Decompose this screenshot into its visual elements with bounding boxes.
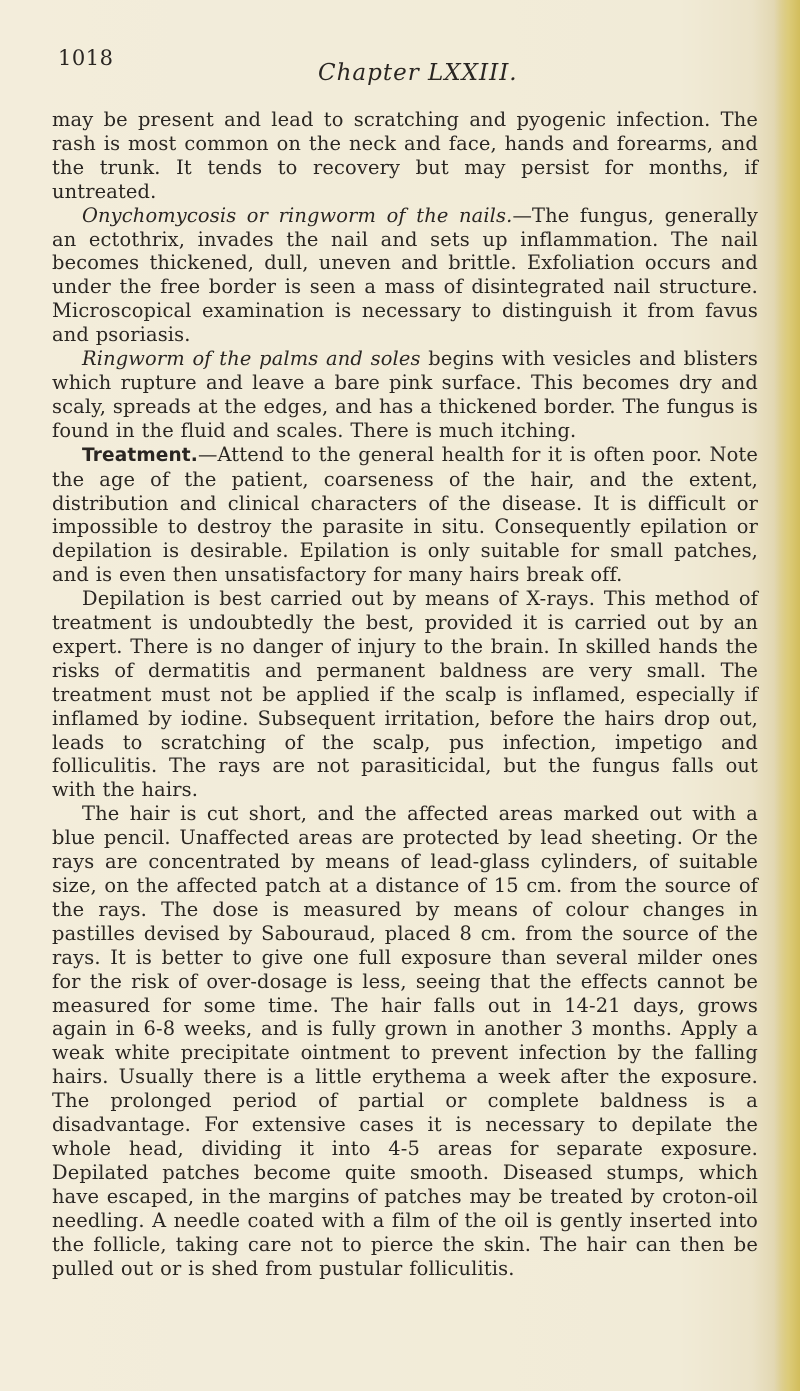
- page-edge-shadow: [774, 0, 800, 1391]
- running-head: Chapter LXXIII.: [318, 60, 518, 86]
- page-header: [0, 46, 800, 86]
- paragraph-depilation: [52, 587, 758, 802]
- paragraph-lead: Ringworm of the palms and soles: [82, 347, 421, 371]
- paragraph-treatment: [52, 443, 758, 587]
- paragraph-procedure: [52, 802, 758, 1280]
- paragraph-text: The hair is cut short, and the affected areas marked out with a blue pencil. Unaffected areas are protected by lead sheeting. Or the rays are concentrated by means of lead-glass cylinders, of suitable size, on the affected patch at a distance of 15 cm. from the source of the rays. The dose is measured by means of colour changes in pastilles devised by Sabouraud, placed 8 cm. from the source of the rays. It is better to give one full exposure than several milder ones for the risk of over-dosage is less, seeing that the effects cannot be measured for some time. The hair falls out in 14-21 days, grows again in 6-8 weeks, and is fully grown in another 3 months. Apply a weak white precipitate ointment to prevent infection by the falling hairs. Usually there is a little erythema a week after the exposure. The prolonged period of partial or complete baldness is a disadvantage. For extensive cases it is necessary to depilate the whole head, dividing it into 4-5 areas for separate exposure. Depilated patches become quite smooth. Diseased stumps, which have escaped, in the margins of patches may be treated by croton-oil needling. A needle coated with a film of the oil is gently inserted into the follicle, taking care not to pierce the skin. The hair can then be pulled out or is shed from pustular folliculitis.: [52, 802, 758, 1280]
- body-text: [52, 108, 758, 1280]
- paragraph-palms-soles: [52, 347, 758, 443]
- paragraph-rash-continuation: [52, 108, 758, 204]
- paragraph-lead: Treatment.: [82, 444, 198, 466]
- page-number: 1018: [58, 46, 114, 70]
- paragraph-text: may be present and lead to scratching and pyogenic infection. The rash is most common on the neck and face, hands and forearms, and the trunk. It tends to recovery but may persist for months, if untreated.: [52, 108, 758, 203]
- paragraph-text: —Attend to the general health for it is often poor. Note the age of the patient, coarseness of the hair, and the extent, distribution and clinical characters of the disease. It is difficult or impossible to destroy the parasite in situ. Consequently epilation or depilation is desirable. Epilation is only suitable for small patches, and is even then unsatisfactory for many hairs break off.: [52, 442, 758, 587]
- paragraph-text: —The fungus, generally an ectothrix, invades the nail and sets up inflammation. The nail becomes thickened, dull, uneven and brittle. Exfoliation occurs and under the free border is seen a mass of disintegrated nail structure. Microscopical examination is necessary to distinguish it from favus and psoriasis.: [52, 203, 759, 347]
- paragraph-lead: Onychomycosis or ringworm of the nails.: [82, 203, 513, 227]
- paragraph-text: begins with vesicles and blisters which rupture and leave a bare pink surface. This becomes dry and scaly, spreads at the edges, and has a thickened border. The fungus is found in the fluid and scales. There is much itching.: [52, 347, 758, 442]
- paragraph-onychomycosis: [52, 204, 758, 347]
- paragraph-text: Depilation is best carried out by means of X-rays. This method of treatment is undoubtedly the best, provided it is carried out by an expert. There is no danger of injury to the brain. In skilled hands the risks of dermatitis and permanent baldness are very small. The treatment must not be applied if the scalp is inflamed, especially if inflamed by iodine. Subsequent irritation, before the hairs drop out, leads to scratching of the scalp, pus infection, impetigo and folliculitis. The rays are not parasiticidal, but the fungus falls out with the hairs.: [52, 587, 758, 802]
